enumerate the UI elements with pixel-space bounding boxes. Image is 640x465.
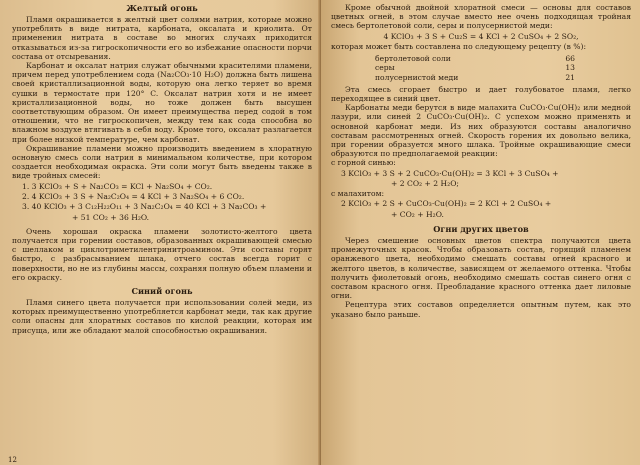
reaction-label: с малахитом:: [331, 189, 385, 199]
section-title-other-colors: Огни других цветов: [433, 223, 529, 234]
equation: 2. 4 KClO₃ + 3 S + Na₂C₂O₄ = 4 KCl + 3 Na₂SO₄ + 6 CO₂.: [22, 191, 245, 201]
paragraph: которая может быть составлена по следующему рецепту (в %):: [331, 41, 587, 51]
paragraph: Окрашивание пламени можно производить введением в хлоратную основную смесь соли натрия в минимальном количестве, при котором создается необходимая окраска. Эти соли могут быть введены также в виде тройных смесей:: [12, 143, 312, 181]
section-title-blue-fire: Синий огонь: [131, 286, 193, 297]
page-number: 12: [8, 456, 17, 464]
section-title-yellow-fire: Желтый огонь: [126, 3, 198, 13]
equation: 2 KClO₃ + 2 S + CuCO₃·Cu(OH)₂ = 2 KCl + 2 CuSO₄ +: [341, 199, 552, 209]
equation: 3. 40 KClO₃ + 3 C₁₂H₂₂O₁₁ + 3 Na₂C₂O₄ = 40 KCl + 3 Na₂CO₃ +: [22, 202, 267, 212]
paragraph: Через смешение основных цветов спектра получаются цвета промежуточных красок. Чтобы образовать состав, горящий пламенем оранжевого цвета, необходимо смешать составы огней красного и желтого цветов, в количестве, зависящем от желаемого оттенка. Чтобы получить фиолетовый огонь, необходимо смешать состав синего огня с составом красного огня. Преобладание красного оттенка дает лиловые огни.: [331, 235, 631, 301]
paragraph: Рецептура этих составов определяется опытным путем, как это указано было раньше.: [331, 300, 631, 319]
paragraph: Пламя синего цвета получается при использовании солей меди, из которых преимущественно употребляется карбонат меди, так как другие соли опасны для хлоратных составов по кислой реакции, которая им присуща, или же обладают малой способностью окрашивания.: [12, 298, 312, 335]
paragraph: Карбонат и оксалат натрия служат обычными красителями пламени, причем перед употреблением сода (Na₂CO₃·10 H₂O) должна быть лишена своей кристаллизационной воды, которую она легко теряет во время сушки в термостате при 120° C. Оксалат натрия хотя и не имеет кристаллизационной воды, но тоже должен быть высушен соответствующим образом. Он имеет преимущества перед содой в том отношении, что не гигроскопичен, между тем как сода способна во влажном воздухе втягивать в себя воду. Кроме того, оксалат разлагается при более низкой температуре, чем карбонат.: [12, 61, 312, 144]
paragraph: Пламя окрашивается в желтый цвет солями натрия, которые можно употреблять в виде нитрата, карбоната, оксалата и криолита. От применения нитрата в составе во многих случаях приходится отказываться из-за гигроскопичности его во избежание опасности порчи состава от отсыревания.: [12, 15, 312, 61]
reaction-label: с горной синью:: [331, 158, 396, 168]
equation-continuation: + 2 CO₂ + 2 H₂O;: [391, 178, 459, 188]
equation: 4 KClO₃ + 3 S + Cu₂S = 4 KCl + 2 CuSO₄ + 2 SO₂,: [383, 31, 579, 41]
equation-continuation: + 51 CO₂ + 36 H₂O.: [72, 212, 150, 222]
recipe-table: [375, 54, 575, 82]
paragraph: Очень хорошая окраска пламени золотисто-желтого цвета получается при горении составов, образованных окрашивающей смесью с шеллаком и циклотриметилентринитроамином. Эти составы горят быстро, с разбрасыванием шлака, отчего состав всегда горит с поверхности, но не из глубины массы, сохраняя полную объем пламени и его окраску.: [12, 226, 312, 282]
right-page: [321, 0, 640, 465]
recipe-name: серы: [375, 63, 395, 73]
equation: 1. 3 KClO₃ + S + Na₂CO₃ = KCl + Na₂SO₄ + CO₂.: [22, 181, 213, 191]
paragraph: Кроме обычной двойной хлоратной смеси — основы для составов цветных огней, в этом случае вместо нее очень подходящая тройная смесь бертолетовой соли, серы и полусернистой меди:: [331, 3, 631, 31]
recipe-name: полусернистой меди: [375, 72, 459, 82]
recipe-name: бертолетовой соли: [375, 54, 451, 64]
recipe-value: 66: [565, 54, 575, 64]
recipe-value: 13: [565, 63, 575, 73]
recipe-row: [375, 63, 575, 72]
equation: 3 KClO₃ + 3 S + 2 CuCO₃·Cu(OH)₂ = 3 KCl + 3 CuSO₄ +: [341, 168, 559, 178]
recipe-value: 21: [565, 72, 575, 82]
recipe-row: [375, 73, 575, 82]
paragraph: Эта смесь сгорает быстро и дает голубоватое пламя, легко переходящее в синий цвет.: [331, 84, 631, 103]
recipe-row: [375, 54, 575, 63]
equation-continuation: + CO₂ + H₂O.: [391, 209, 444, 219]
paragraph: Карбонаты меди берутся в виде малахита CuCO₃·Cu(OH)₂ или медной лазури, или синей 2 CuCO₃·Cu(OH)₂. С успехом можно применять и основной карбонат меди. Из них образуются составы аналогично составам рассмотренных огней. Скорость горения их довольно велика, при горении образуется много шлака. Тройные окрашивающие смеси образуются по предполагаемой реакции:: [331, 103, 631, 159]
